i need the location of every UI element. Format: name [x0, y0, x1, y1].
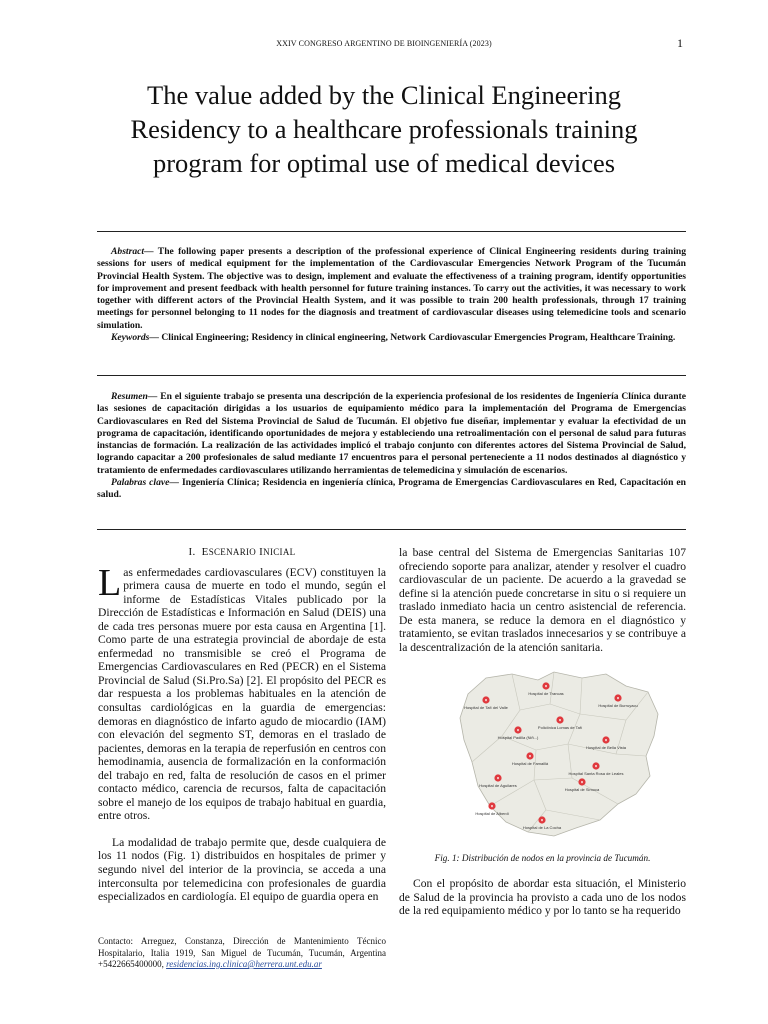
resumen-text: En el siguiente trabajo se presenta una descripción de la experiencia profesional de los residentes de Ingeniería Clínica durante las sesiones de capacitación dirigidas a los usuarios de equipamiento médico para la implementación del Programa de Emergencias Cardiovasculares en Red del Sistema Provincial de Salud de Tucumán. El objetivo fue diseñar, implementar y evaluar la efectividad de un programa de capacitación, identificando oportunidades de mejora y estableciendo una retroalimentación con el personal de salud para futuras instancias de formación. La realización de las actividades implicó el trabajo conjunto con diferentes actores del Sistema Provincial de Salud, logrando capacitar a 200 profesionales de salud mediante 17 encuentros para el personal perteneciente a 11 nodos destinados al diagnóstico y tratamiento de enfermedades cardiovasculares utilizando herramientas de telemedicina y simulación de escenarios. — [97, 391, 686, 476]
contact-email-link[interactable]: residencias.ing.clinica@herrera.unt.edu.ar — [166, 959, 322, 969]
map-node-label: Policlínica Lomas de Tafí — [537, 725, 583, 730]
map-node-label: Hospital de Alberdi — [475, 811, 509, 816]
resumen-label: Resumen— — [111, 391, 158, 402]
palabras-clave-label: Palabras clave— — [111, 477, 179, 489]
heart-icon: ♥ — [516, 727, 520, 733]
heart-icon: ♥ — [490, 803, 494, 809]
running-header: XXIV CONGRESO ARGENTINO DE BIOINGENIERÍA (2023) — [276, 39, 492, 48]
map-node-label: Hospital de Burruyacu — [598, 703, 638, 708]
map-node-label: Hospital de Aguilares — [479, 783, 517, 788]
heart-icon: ♥ — [528, 753, 532, 759]
body-paragraph: Las enfermedades cardiovasculares (ECV) constituyen la primera causa de muerte en todo el mundo, según el informe de Estadísticas Vitales publicado por la Dirección de Estadísticas e Información en Salud (DEIS) una de cada tres personas muere por esta causa en Argentina [1]. Como parte de una estrategia provincial de abordaje de esta enfermedad no transmisible se creó el Programa de Emergencias Cardiovasculares en Red (PECR) en el Sistema Provincial de Salud (Si.Pro.Sa) [2]. El propósito del PECR es dar respuesta a los problemas habituales en la atención de consultas cardiológicas en la guardia de emergencias: demoras en diagnóstico de infarto agudo de miocardio (IAM) con elevación del segmento ST, demoras en el traslado de pacientes, demoras en la terapia de reperfusión en centros con hemodinamia, ausencia de formalización en la conformación del trabajo en red, falta de resolución de casos en el primer contacto médico, carencia de recursos, falta de capacitación sobre el manejo de los equipos de trabajo habitual en guardia, entre otros. — [98, 561, 386, 823]
heart-icon: ♥ — [558, 717, 562, 723]
keywords-label: Keywords— — [111, 332, 159, 344]
abstract-label: Abstract— — [111, 246, 154, 257]
map-node-label: Hospital de Famaillá — [511, 761, 549, 766]
heart-icon: ♥ — [594, 763, 598, 769]
contact-text: Contacto: Arreguez, Constanza, Dirección de Mantenimiento Técnico Hospitalario, Italia 1919, San Miguel de Tucumán, Tucumán, Argentina +5422665400000, — [98, 936, 386, 969]
abstract-spanish — [97, 391, 686, 502]
map-node-label: Hospital Padilla (Niñ...) — [497, 735, 539, 740]
divider — [97, 231, 686, 232]
divider — [97, 375, 686, 376]
paper-title: The value added by the Clinical Engineering Residency to a healthcare professionals training program for optimal use of medical devices — [130, 80, 638, 178]
heart-icon: ♥ — [616, 695, 620, 701]
map-node-label: Hospital Santa Rosa de Leales — [568, 771, 624, 776]
body-paragraph: la base central del Sistema de Emergencias Sanitarias 107 ofreciendo soporte para analizar, atender y resolver el cuadro cardiovascular de un paciente. De acuerdo a la gravedad se define si la atención puede concretarse in situ o si requiere un traslado inmediato hacia un centro asistencial de referencia. De esta manera, se reduce la demora en el diagnóstico y tratamiento, se evitan traslados innecesarios y se contribuye a la descentralización de la atención sanitaria. — [399, 546, 686, 654]
left-column — [98, 546, 386, 904]
keywords-text: Clinical Engineering; Residency in clinical engineering, Network Cardiovascular Emergencies Program, Healthcare Training. — [158, 332, 676, 344]
figure-caption: Fig. 1: Distribución de nodos en la provincia de Tucumán. — [434, 853, 651, 863]
page-number: 1 — [677, 36, 683, 50]
body-paragraph: La modalidad de trabajo permite que, desde cualquiera de los 11 nodos (Fig. 1) distribuidos en hospitales de primer y segundo nivel del interior de la provincia, se acceda a una interconsulta por telemedicina con profesionales de guardia especializados en cardiología. El equipo de guardia opera en — [98, 835, 386, 904]
heart-icon: ♥ — [540, 817, 544, 823]
drop-cap: L — [98, 561, 122, 604]
heart-icon: ♥ — [496, 775, 500, 781]
right-column — [399, 546, 686, 654]
heart-icon: ♥ — [604, 737, 608, 743]
map-node-label: Hospital de Tafí del Valle — [464, 705, 508, 710]
body-paragraph: Con el propósito de abordar esta situación, el Ministerio de Salud de la provincia ha provisto a cada uno de los nodos de la red equipamiento médico y por lo tanto se ha requerido — [399, 877, 686, 918]
divider — [97, 529, 686, 530]
tucuman-nodes-map — [450, 670, 662, 840]
map-node-label: Hospital de Bella Vista — [586, 745, 626, 750]
section-heading: I. ESCENARIO INICIAL — [188, 546, 296, 558]
heart-icon: ♥ — [544, 683, 548, 689]
abstract-text: The following paper presents a description of the professional experience of Clinical Engineering residents during training sessions for users of medical equipment for the implementation of the Cardiovascular Emergencies Network Program of the Tucumán Provincial Health System. The objective was to design, implement and evaluate the effectiveness of a training program, identify opportunities for improvement and present feedback with health personnel for future training instances. To carry out the activities, it was necessary to work together with different actors of the Provincial Health System, and it was possible to train 200 health professionals, through 17 training meetings for personnel belonging to 11 nodes for the diagnosis and treatment of cardiovascular diseases using telemedicine tools and scenario simulation. — [97, 246, 686, 331]
heart-icon: ♥ — [580, 779, 584, 785]
heart-icon: ♥ — [484, 697, 488, 703]
map-node-label: Hospital de Trancas — [528, 691, 564, 696]
contact-footnote — [98, 936, 386, 971]
abstract-english — [97, 246, 686, 344]
map-node-label: Hospital de La Cocha — [522, 825, 562, 830]
palabras-clave-text: Ingeniería Clínica; Residencia en ingeniería clínica, Programa de Emergencias Cardiovasculares en Red, Capacitación en salud. — [97, 477, 686, 501]
map-node-label: Hospital de Simoca — [564, 787, 600, 792]
right-column-continued — [399, 877, 686, 918]
